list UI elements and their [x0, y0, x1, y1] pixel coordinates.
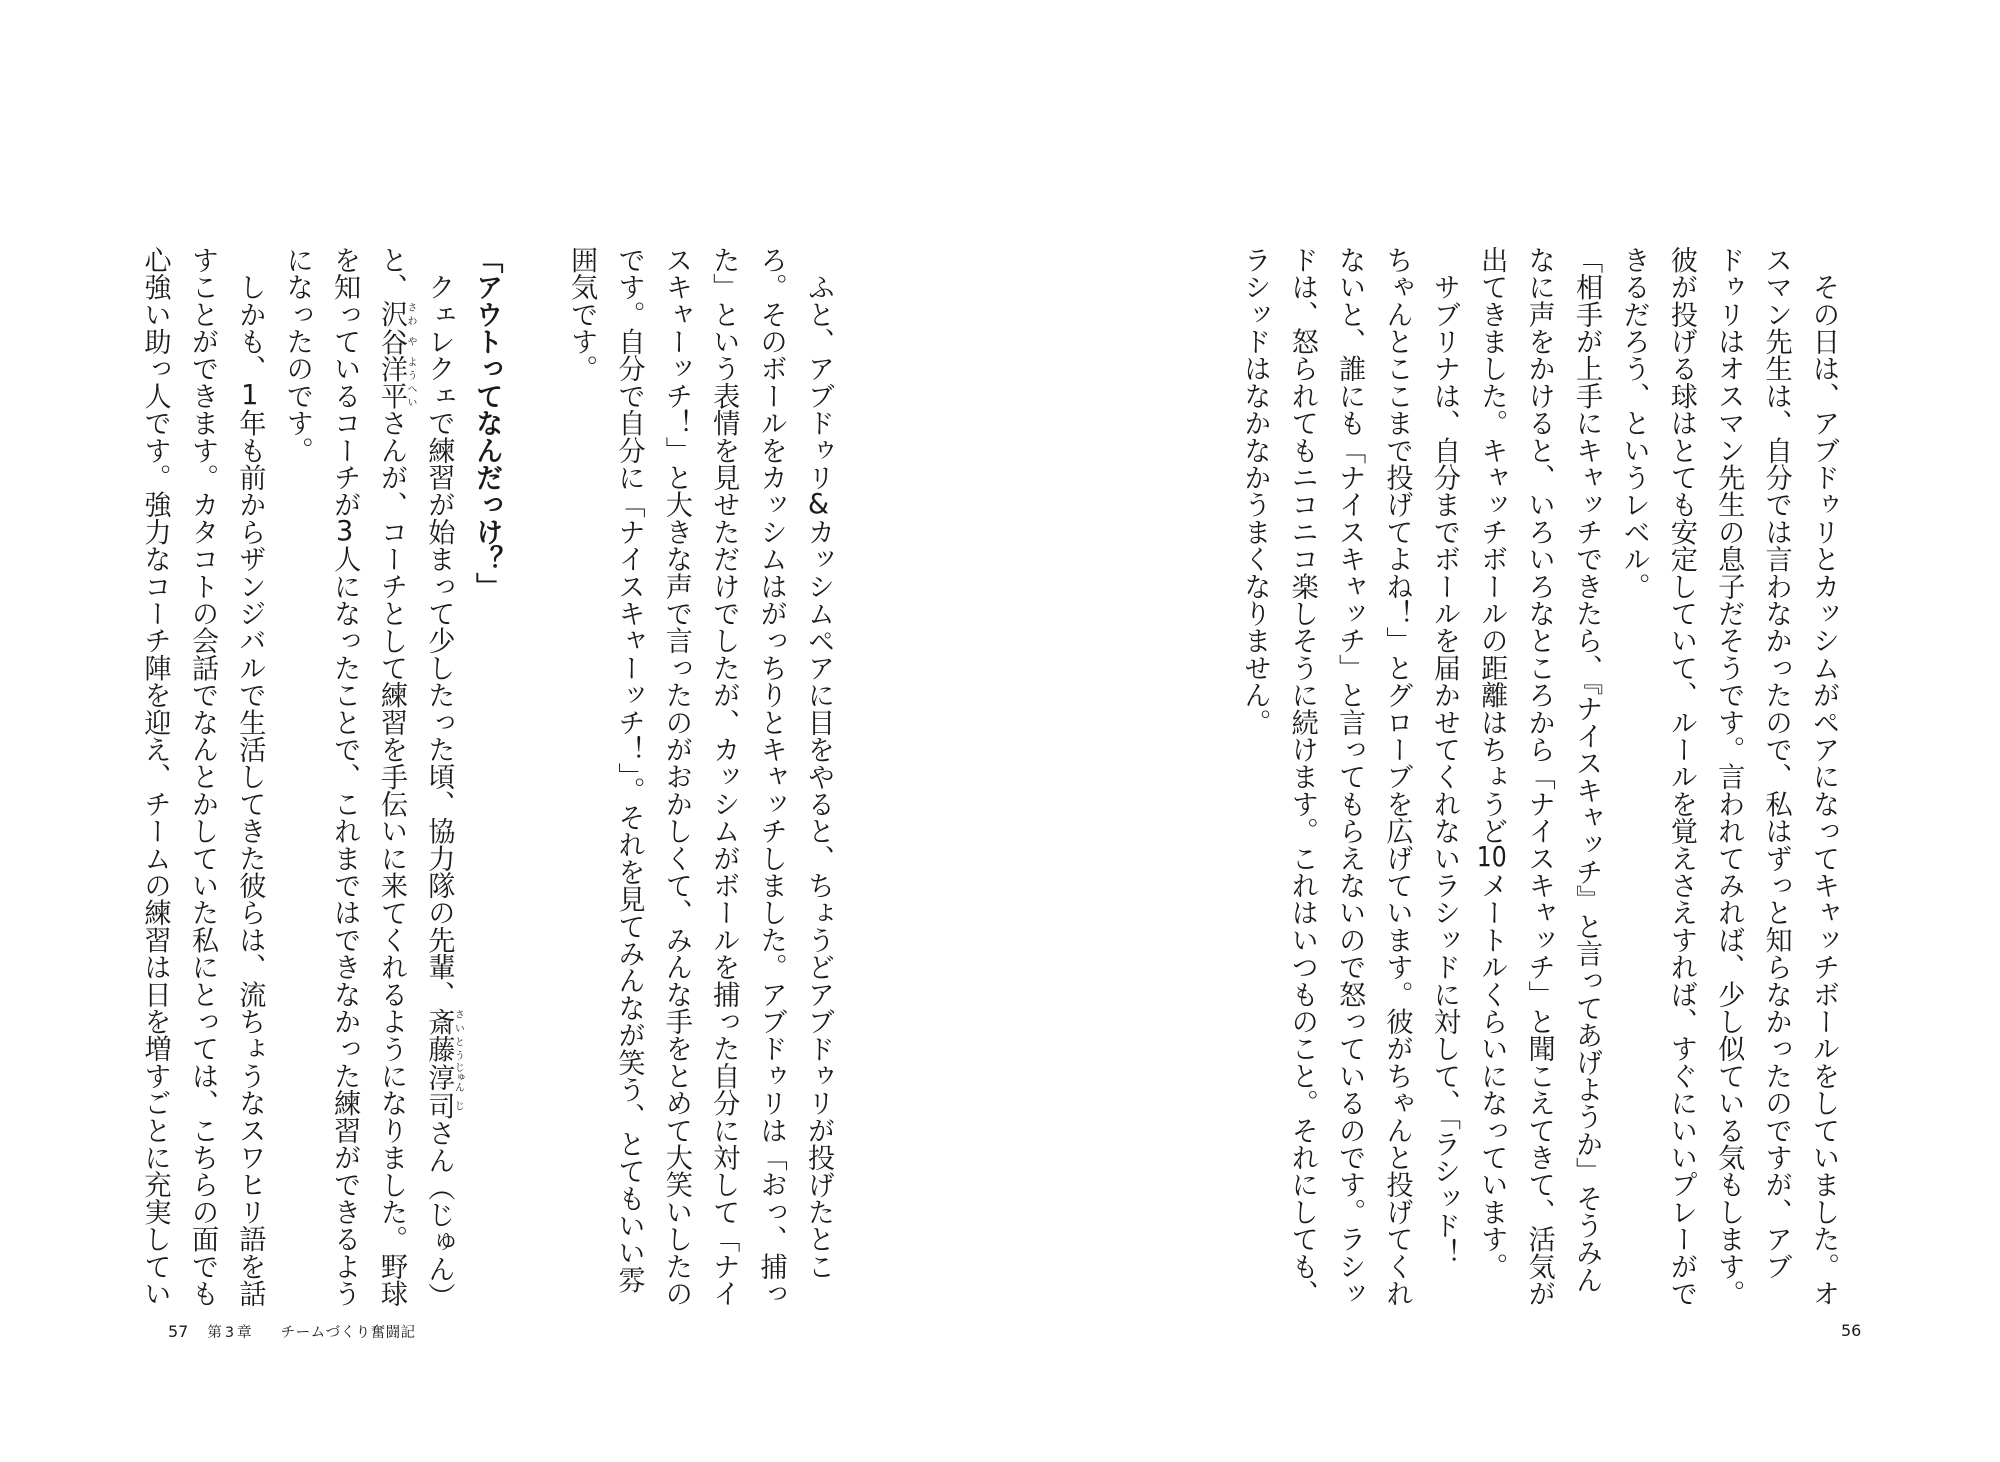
ruby-base: 淳	[423, 1062, 455, 1092]
furigana-ruby	[423, 1062, 464, 1093]
text-segment: さん（じゅん）	[423, 1119, 455, 1310]
tate-chu-yoko: 3	[335, 518, 354, 546]
chapter-title: チームづくり奮闘記	[280, 1325, 416, 1341]
text-column: 「相手が上手にキャッチできたら、『ナイスキャッチ』と言ってあげようか」そうみん	[1571, 246, 1603, 1294]
furigana-ruby	[423, 1034, 464, 1063]
left-page-body-text	[131, 246, 842, 1310]
furigana-ruby	[375, 354, 416, 383]
tate-chu-yoko: 10	[1476, 844, 1507, 872]
text-column: スマン先生は、自分では言わなかったので、私はずっと知らなかったのですが、アブ	[1760, 246, 1792, 1280]
furigana-ruby	[423, 1092, 464, 1120]
ruby-reading: へい	[404, 382, 416, 410]
ruby-reading: とう	[452, 1034, 464, 1063]
text-column: スキャーッチ！」と大きな声で言ったのがおかしくて、みんな手をとめて大笑いしたの	[660, 246, 692, 1307]
text-column	[368, 246, 416, 1307]
ruby-reading: さわ	[404, 300, 416, 328]
ruby-base: 谷	[375, 327, 407, 355]
chapter-label: 第3章	[207, 1325, 255, 1341]
ruby-base: 平	[375, 382, 407, 410]
furigana-ruby	[375, 382, 416, 410]
ruby-reading: さい	[452, 1007, 464, 1035]
text-column: た」という表情を見せただけでしたが、カッシムがボールを捕った自分に対して「ナイ	[708, 246, 740, 1307]
furigana-ruby	[375, 327, 416, 355]
text-column: です。自分で自分に「ナイスキャーッチ！」。それを見てみんなが笑う、とてもいい雰	[613, 246, 645, 1294]
text-column: 囲気です。	[566, 246, 598, 382]
ruby-reading: じゅん	[452, 1062, 464, 1093]
text-column: なに声をかけると、いろいろなところから「ナイスキャッチ」と聞こえてきて、活気が	[1523, 246, 1555, 1307]
text-segment: と、	[375, 246, 407, 301]
furigana-ruby	[375, 300, 416, 328]
text-column: 心強い助っ人です。強力なコーチ陣を迎え、チームの練習は日を増すごとに充実してい	[139, 246, 171, 1307]
tate-chu-yoko: 1	[241, 382, 259, 410]
page-number: 56	[1841, 1321, 1862, 1340]
text-column: 出てきました。キャッチボールの距離はちょうど10メートルくらいになっています。	[1476, 246, 1508, 1280]
text-column: ろ。そのボールをカッシムはがっちりとキャッチしました。アブドゥリは「おっ、捕っ	[755, 246, 787, 1307]
section-heading: 「アウトってなんだっけ？」	[471, 246, 503, 600]
text-segment: さんが、コーチとして練習を手伝いに来てくれるようになりました。野球	[375, 409, 407, 1307]
ruby-base: 藤	[423, 1034, 455, 1063]
right-page-footer	[1841, 1321, 1861, 1340]
text-column: その日は、アブドゥリとカッシムがペアになってキャッチボールをしていました。オ	[1808, 246, 1839, 1307]
text-column: ないと、誰にも「ナイスキャッチ」と言ってもらえないので怒っているのです。ラシッ	[1334, 246, 1366, 1307]
ruby-base: 沢	[375, 300, 407, 328]
text-column: ラシッドはなかなかうまくなりません。	[1239, 246, 1271, 736]
left-page-footer	[168, 1321, 416, 1342]
text-column: すことができます。カタコトの会話でなんとかしていた私にとっては、こちらの面でも	[186, 246, 218, 1307]
page-number: 57	[168, 1322, 189, 1341]
text-column: を知っているコーチが3人になったことで、これまではできなかった練習ができるよう	[329, 246, 361, 1307]
text-column: ふと、アブドゥリ&カッシムペアに目をやると、ちょうどアブドゥリが投げたとこ	[803, 246, 834, 1280]
text-column: サブリナは、自分までボールを届かせてくれないラシッドに対して、「ラシッド！	[1428, 246, 1460, 1266]
text-column: しかも、1年も前からザンジバルで生活してきた彼らは、流ちょうなスワヒリ語を話	[234, 246, 266, 1307]
right-page-body-text	[1230, 246, 1847, 1307]
right-page	[1000, 0, 2000, 1462]
text-column: きるだろう、というレベル。	[1618, 246, 1650, 600]
text-column: 彼が投げる球はとても安定していて、ルールを覚えさえすれば、すぐにいいプレーがで	[1665, 246, 1697, 1307]
ruby-base: 洋	[375, 354, 407, 383]
ruby-reading: や	[404, 327, 416, 355]
text-column: ドは、怒られてもニコニコ楽しそうに続けます。これはいつものこと。それにしても、	[1286, 246, 1318, 1307]
text-segment: クェレクェで練習が始まって少したった頃、協力隊の先輩、	[423, 246, 455, 1008]
tate-chu-yoko: &	[807, 490, 830, 519]
text-column: ドゥリはオスマン先生の息子だそうです。言われてみれば、少し似ている気もします。	[1713, 246, 1745, 1307]
ruby-reading: じ	[452, 1092, 464, 1120]
text-column: ちゃんとここまで投げてよね！」とグローブを広げています。彼がちゃんと投げてくれ	[1381, 246, 1413, 1307]
ruby-reading: よう	[404, 354, 416, 383]
ruby-base: 司	[423, 1092, 455, 1120]
text-column	[415, 246, 464, 1310]
ruby-base: 斎	[423, 1007, 455, 1035]
text-column: になったのです。	[281, 246, 313, 464]
furigana-ruby	[423, 1007, 464, 1035]
